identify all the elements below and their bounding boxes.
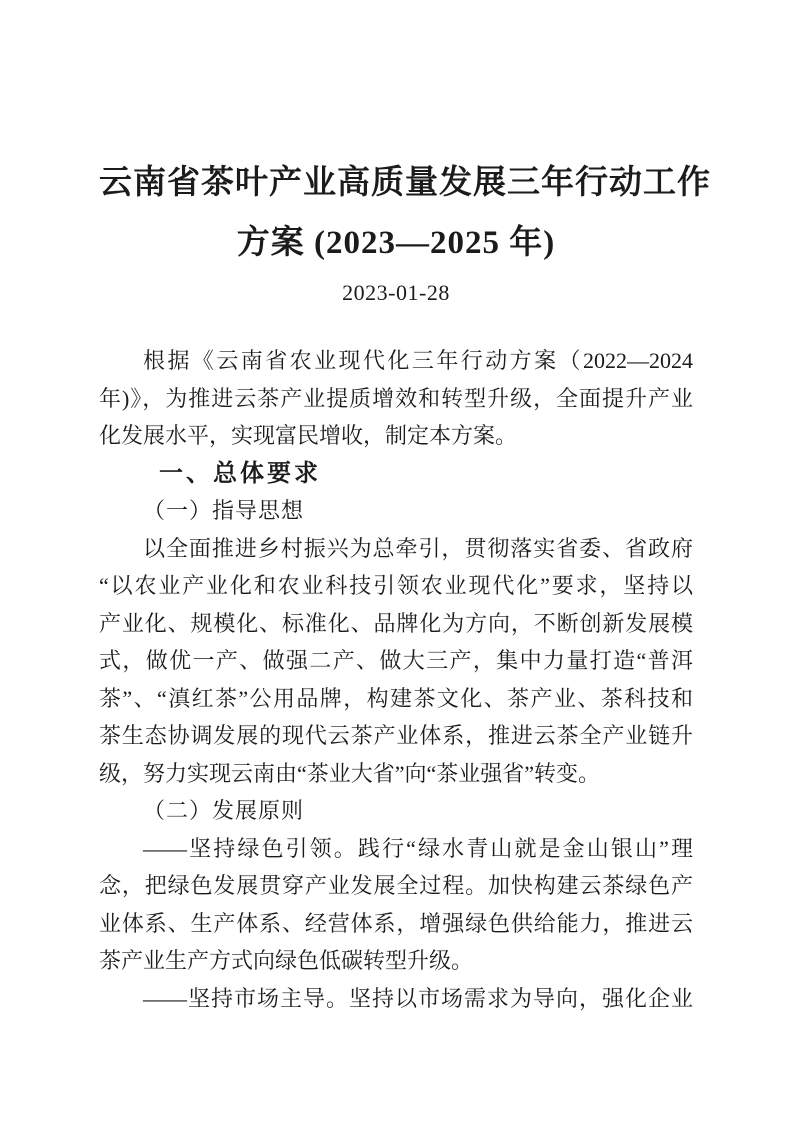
paragraph-line: 茶产业生产方式向绿色低碳转型升级。 <box>99 948 474 973</box>
paragraph-line: “以农业产业化和农业科技引领农业现代化”要求，坚持以 <box>99 573 693 598</box>
section-heading-overall-requirements: 一、总体要求 <box>159 459 321 487</box>
paragraph-line: 产业化、规模化、标准化、品牌化为方向，不断创新发展模 <box>99 610 693 636</box>
guiding-ideology-paragraph <box>99 530 693 793</box>
document-date: 2023-01-28 <box>342 280 450 305</box>
paragraph-line: 以全面推进乡村振兴为总牵引，贯彻落实省委、省政府 <box>143 535 693 561</box>
paragraph-line: ——坚持绿色引领。践行“绿水青山就是金山银山”理 <box>143 835 693 861</box>
market-leading-paragraph <box>99 980 693 1018</box>
page-content <box>99 0 711 1017</box>
paragraph-line: 茶”、“滇红茶”公用品牌，构建茶文化、茶产业、茶科技和 <box>99 685 693 711</box>
paragraph-line: 念，把绿色发展贯穿产业发展全过程。加快构建云茶绿色产 <box>99 873 693 898</box>
green-leading-paragraph <box>99 830 693 980</box>
paragraph-line: 茶生态协调发展的现代云茶产业体系，推进云茶全产业链升 <box>99 723 693 748</box>
document-title <box>99 153 711 273</box>
title-line-1: 云南省茶叶产业高质量发展三年行动工作 <box>99 165 711 201</box>
document-body <box>99 342 693 1017</box>
paragraph-line: 业体系、生产体系、经营体系，增强绿色供给能力，推进云 <box>99 910 693 936</box>
title-line-2: 方案 (2023—2025 年) <box>236 225 556 261</box>
subsection-heading-guiding-ideology: （一）指导思想 <box>143 498 305 523</box>
intro-paragraph <box>99 342 693 455</box>
paragraph-line: 化发展水平，实现富民增收，制定本方案。 <box>99 423 518 448</box>
paragraph-line: 级，努力实现云南由“茶业大省”向“茶业强省”转变。 <box>99 760 601 786</box>
paragraph-line: 年)》，为推进云茶产业提质增效和转型升级，全面提升产业 <box>99 385 693 411</box>
subsection-heading-development-principles: （二）发展原则 <box>143 798 305 823</box>
paragraph-line: 式，做优一产、做强二产、做大三产，集中力量打造“普洱 <box>99 648 693 673</box>
paragraph-line: 根据《云南省农业现代化三年行动方案（2022—2024 <box>143 348 693 373</box>
paragraph-line: ——坚持市场主导。坚持以市场需求为导向，强化企业 <box>143 985 693 1011</box>
